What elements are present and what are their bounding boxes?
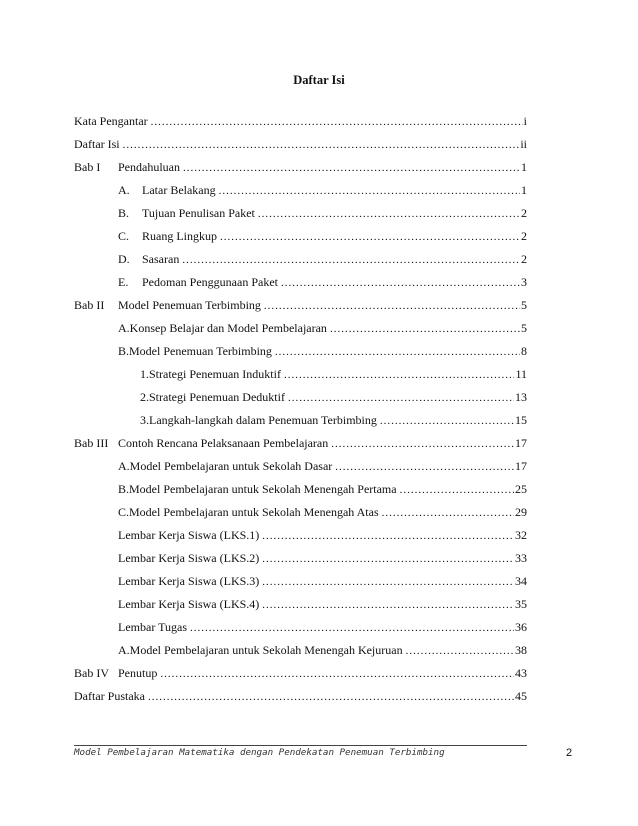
- dot-leader: [330, 318, 520, 340]
- toc-entry-text: [118, 248, 182, 271]
- toc-page-number: 11: [515, 367, 527, 381]
- toc-row: [74, 294, 527, 317]
- toc-row: [74, 639, 527, 662]
- toc-page-number: 33: [515, 551, 527, 565]
- toc-row: [74, 570, 527, 593]
- toc-entry-text: Lembar Kerja Siswa (LKS.1): [118, 528, 260, 542]
- toc-page-number: 2: [521, 229, 527, 243]
- toc-row: [74, 432, 527, 455]
- dot-leader: [220, 226, 520, 248]
- dot-leader: [262, 525, 514, 547]
- footer-divider: [74, 745, 527, 746]
- toc-page-number: 32: [515, 528, 527, 542]
- dot-leader: [258, 203, 520, 225]
- chapter-label: Bab I: [74, 160, 101, 174]
- toc-row: [74, 202, 527, 225]
- toc-entry[interactable]: [118, 179, 527, 202]
- toc-row: [74, 317, 527, 340]
- toc-entry-text: Daftar Pustaka: [74, 689, 145, 703]
- toc-entry[interactable]: [74, 685, 527, 708]
- toc-entry-text: [118, 179, 219, 202]
- toc-entry[interactable]: [118, 340, 527, 363]
- toc-entry-text: C.Model Pembelajaran untuk Sekolah Menengah Atas: [118, 505, 379, 519]
- dot-leader: [182, 249, 520, 271]
- toc-entry-title: Tujuan Penulisan Paket: [142, 206, 255, 220]
- toc-entry-text: Model Penemuan Terbimbing: [118, 298, 261, 312]
- toc-page-number: 2: [521, 206, 527, 220]
- toc-page-number: 38: [515, 643, 527, 657]
- toc-page-number: 45: [515, 689, 527, 703]
- dot-leader: [331, 433, 514, 455]
- toc-row: [74, 110, 527, 133]
- list-label: B.: [118, 206, 130, 220]
- toc-entry[interactable]: [118, 501, 527, 524]
- toc-entry-text: Lembar Tugas: [118, 620, 187, 634]
- dot-leader: [262, 548, 514, 570]
- toc-page-number: 8: [521, 344, 527, 358]
- toc-page-number: i: [523, 114, 527, 128]
- toc-entry-text: Pendahuluan: [118, 160, 180, 174]
- toc-page-number: 17: [515, 459, 527, 473]
- toc-entry[interactable]: [74, 110, 527, 133]
- toc-row: [74, 478, 527, 501]
- toc-page-number: 13: [515, 390, 527, 404]
- toc-entry[interactable]: [118, 225, 527, 248]
- toc-entry[interactable]: [140, 386, 527, 409]
- toc-entry[interactable]: [118, 202, 527, 225]
- toc-entry-text: 2.Strategi Penemuan Deduktif: [140, 390, 285, 404]
- toc-row: [74, 409, 527, 432]
- toc-entry[interactable]: [118, 455, 527, 478]
- toc-page-number: 1: [521, 160, 527, 174]
- toc-entry[interactable]: [74, 133, 527, 156]
- toc-entry[interactable]: [118, 616, 527, 639]
- toc-entry[interactable]: [118, 294, 527, 317]
- toc-entry[interactable]: [118, 547, 527, 570]
- toc-row: [74, 524, 527, 547]
- toc-entry-title: Sasaran: [142, 252, 180, 266]
- toc-entry[interactable]: [118, 317, 527, 340]
- toc-page-number: 34: [515, 574, 527, 588]
- dot-leader: [148, 686, 514, 708]
- chapter-label: Bab III: [74, 436, 109, 450]
- list-label: A.: [118, 183, 130, 197]
- toc-row: [74, 156, 527, 179]
- footer-running-title: Model Pembelajaran Matematika dengan Pendekatan Penemuan Terbimbing: [74, 747, 445, 758]
- toc-row: [74, 179, 527, 202]
- dot-leader: [284, 364, 514, 386]
- toc-page-number: 43: [515, 666, 527, 680]
- toc-entry[interactable]: [118, 248, 527, 271]
- table-of-contents: [74, 110, 527, 708]
- toc-page-number: 1: [521, 183, 527, 197]
- toc-entry-text: Lembar Kerja Siswa (LKS.4): [118, 597, 260, 611]
- toc-entry-text: Lembar Kerja Siswa (LKS.3): [118, 574, 260, 588]
- toc-entry-text: [118, 225, 220, 248]
- toc-entry[interactable]: [140, 363, 527, 386]
- toc-entry[interactable]: [140, 409, 527, 432]
- toc-entry[interactable]: [118, 662, 527, 685]
- dot-leader: [380, 410, 514, 432]
- dot-leader: [264, 295, 520, 317]
- chapter-label: Bab II: [74, 298, 105, 312]
- dot-leader: [406, 640, 514, 662]
- toc-entry[interactable]: [118, 156, 527, 179]
- toc-entry-text: B.Model Penemuan Terbimbing: [118, 344, 272, 358]
- toc-entry[interactable]: [118, 570, 527, 593]
- dot-leader: [183, 157, 520, 179]
- dot-leader: [190, 617, 514, 639]
- toc-entry-text: [118, 271, 281, 294]
- toc-page-number: 17: [515, 436, 527, 450]
- list-label: C.: [118, 229, 130, 243]
- dot-leader: [151, 111, 523, 133]
- toc-entry-text: [118, 202, 258, 225]
- toc-entry-text: A.Konsep Belajar dan Model Pembelajaran: [118, 321, 327, 335]
- dot-leader: [288, 387, 514, 409]
- toc-entry-text: Contoh Rencana Pelaksanaan Pembelajaran: [118, 436, 329, 450]
- toc-row: [74, 340, 527, 363]
- toc-entry-title: Pedoman Penggunaan Paket: [142, 275, 278, 289]
- toc-entry-text: Lembar Kerja Siswa (LKS.2): [118, 551, 260, 565]
- toc-page-number: ii: [520, 137, 527, 151]
- toc-entry[interactable]: [118, 524, 527, 547]
- toc-row: [74, 616, 527, 639]
- toc-entry-title: Ruang Lingkup: [142, 229, 217, 243]
- toc-row: [74, 662, 527, 685]
- toc-row: [74, 248, 527, 271]
- toc-entry-text: A.Model Pembelajaran untuk Sekolah Menengah Kejuruan: [118, 643, 403, 657]
- toc-row: [74, 225, 527, 248]
- toc-entry[interactable]: [118, 593, 527, 616]
- dot-leader: [123, 134, 520, 156]
- dot-leader: [275, 341, 520, 363]
- list-label: E.: [118, 275, 129, 289]
- toc-row: [74, 363, 527, 386]
- chapter-label: Bab IV: [74, 666, 109, 680]
- toc-entry[interactable]: [118, 478, 527, 501]
- toc-entry-text: 1.Strategi Penemuan Induktif: [140, 367, 281, 381]
- dot-leader: [382, 502, 514, 524]
- toc-page-number: 25: [515, 482, 527, 496]
- toc-row: [74, 685, 527, 708]
- dot-leader: [281, 272, 520, 294]
- toc-page-number: 2: [521, 252, 527, 266]
- toc-entry[interactable]: [118, 639, 527, 662]
- toc-page-number: 15: [515, 413, 527, 427]
- toc-row: [74, 386, 527, 409]
- toc-page-number: 29: [515, 505, 527, 519]
- toc-entry[interactable]: [118, 432, 527, 455]
- dot-leader: [262, 594, 514, 616]
- toc-entry-text: A.Model Pembelajaran untuk Sekolah Dasar: [118, 459, 333, 473]
- toc-entry-text: Kata Pengantar: [74, 114, 148, 128]
- list-label: D.: [118, 252, 130, 266]
- toc-row: [74, 501, 527, 524]
- toc-row: [74, 547, 527, 570]
- toc-page-number: 36: [515, 620, 527, 634]
- dot-leader: [262, 571, 514, 593]
- toc-row: [74, 593, 527, 616]
- dot-leader: [219, 180, 520, 202]
- toc-entry-text: B.Model Pembelajaran untuk Sekolah Menengah Pertama: [118, 482, 397, 496]
- toc-entry-text: 3.Langkah-langkah dalam Penemuan Terbimbing: [140, 413, 377, 427]
- page-number: 2: [566, 747, 573, 759]
- toc-page-number: 35: [515, 597, 527, 611]
- toc-page-number: 3: [521, 275, 527, 289]
- dot-leader: [335, 456, 514, 478]
- toc-row: [74, 133, 527, 156]
- toc-title: Daftar Isi: [293, 73, 345, 87]
- toc-row: [74, 271, 527, 294]
- toc-entry[interactable]: [118, 271, 527, 294]
- dot-leader: [400, 479, 514, 501]
- toc-page-number: 5: [521, 298, 527, 312]
- toc-row: [74, 455, 527, 478]
- dot-leader: [160, 663, 514, 685]
- toc-page-number: 5: [521, 321, 527, 335]
- toc-entry-title: Latar Belakang: [142, 183, 216, 197]
- toc-entry-text: Daftar Isi: [74, 137, 120, 151]
- toc-entry-text: Penutup: [118, 666, 158, 680]
